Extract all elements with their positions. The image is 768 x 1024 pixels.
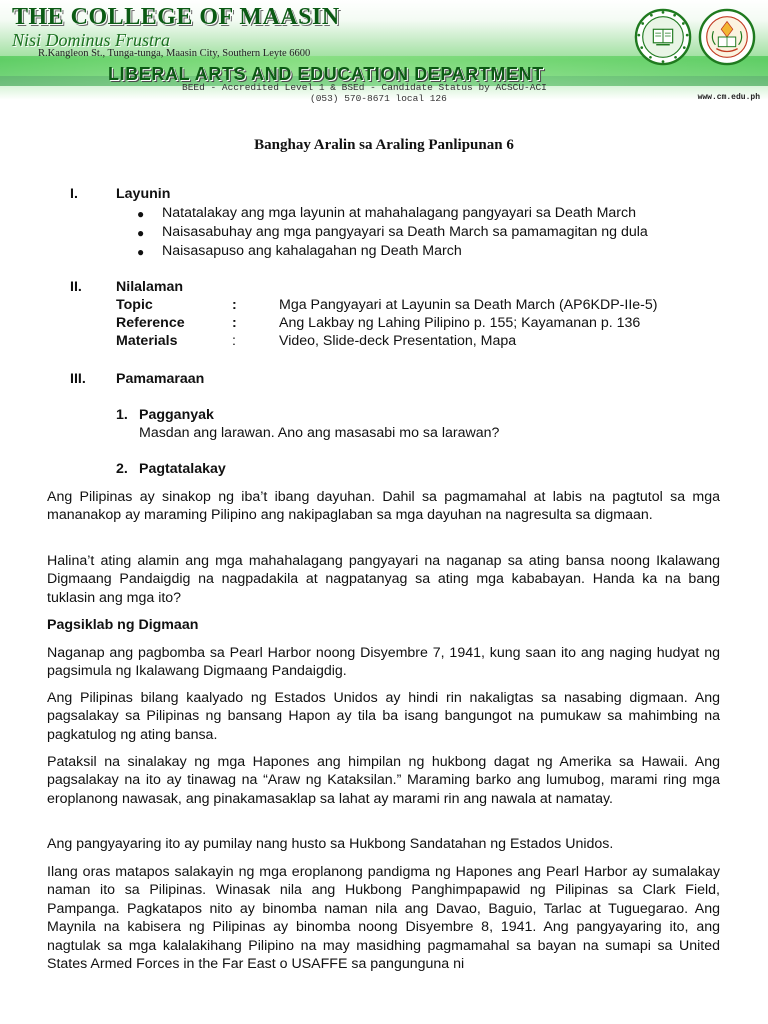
department-seal-logo [698, 8, 756, 66]
section-heading: Pamamaraan [116, 371, 205, 387]
college-address: R.Kangleon St., Tunga-tunga, Maasin City, Southern Leyte 6600 [38, 48, 311, 59]
college-motto: Nisi Dominus Frustra [12, 30, 171, 50]
section-number: III. [70, 371, 86, 387]
body-paragraph: Ilang oras matapos salakayin ng mga eroplanong pandigma ng Hapones ang Pearl Harbor ay sumalakay naman ito sa Pilipinas. Winasak nila ang Hukbong Panghimpapawid ng Pilipinas sa Clark Field, Pampanga. Pagkatapos nito ay binomba naman nila ang Davao, Baguio, Tarlac at Tuguegarao. Ang Maynila na kabisera ng Pilipinas ay binomba noong Disyembre 8, 1941. Ang pangyayaring ito, ang nagtulak sa mga kalalakihang Pilipino na may masidhing pagmamahal sa bayan na sumapi sa United States Armed Forces in the Far East o USAFFE sa pangunguna ni [47, 864, 720, 973]
college-name: THE COLLEGE OF MAASIN [12, 4, 340, 30]
step-text: Masdan ang larawan. Ano ang masasabi mo sa larawan? [139, 425, 500, 441]
section-heading: Nilalaman [116, 279, 184, 295]
step-number: 1. [116, 407, 128, 423]
objective-text: Naisasapuso ang kahalagahan ng Death March [162, 243, 462, 259]
accreditation-line: BEEd - Accredited Level 1 & BSEd - Candidate Status by ACSCU-ACI [182, 82, 547, 93]
step-heading: Pagganyak [139, 407, 214, 423]
reference-colon: : [232, 315, 237, 331]
section-heading: Layunin [116, 186, 171, 202]
college-seal-logo [634, 8, 692, 66]
website-line: www.cm.edu.ph [697, 93, 760, 102]
section-number: II. [70, 279, 82, 295]
bullet-icon: ● [137, 226, 145, 240]
materials-colon: : [232, 333, 236, 349]
objective-text: Naisasabuhay ang mga pangyayari sa Death March sa pamamagitan ng dula [162, 224, 648, 240]
letterhead [0, 0, 768, 118]
bullet-icon: ● [137, 207, 145, 221]
body-paragraph: Naganap ang pagbomba sa Pearl Harbor noong Disyembre 7, 1941, kung saan ito ang naging hudyat ng pagsimula ng Ikalawang Digmaang Pandaigdig. [47, 645, 720, 680]
topic-label: Topic [116, 297, 153, 313]
step-number: 2. [116, 461, 128, 477]
department-name: LIBERAL ARTS AND EDUCATION DEPARTMENT [108, 64, 544, 84]
topic-colon: : [232, 297, 237, 313]
body-paragraph: Ang pangyayaring ito ay pumilay nang husto sa Hukbong Sandatahan ng Estados Unidos. [47, 836, 614, 852]
step-heading: Pagtatalakay [139, 461, 226, 477]
bullet-icon: ● [137, 245, 145, 259]
body-paragraph: Halina’t ating alamin ang mga mahahalagang pangyayari na naganap sa ating bansa noong Ikalawang Digmaang Pandaigdig na nagpadakila at nagpatanyag sa ating mga kababayan. Handa ka na bang tuklasin ang mga ito? [47, 553, 720, 606]
reference-value: Ang Lakbay ng Lahing Pilipino p. 155; Kayamanan p. 136 [279, 315, 641, 331]
document-title: Banghay Aralin sa Araling Panlipunan 6 [254, 137, 514, 153]
subheading: Pagsiklab ng Digmaan [47, 617, 199, 633]
body-paragraph: Ang Pilipinas ay sinakop ng iba’t ibang dayuhan. Dahil sa pagmamahal at labis na pagtutol sa mga mananakop ay maraming Pilipino ang nakipaglaban sa mga dayuhan na nagresulta sa digmaan. [47, 489, 720, 524]
body-paragraph: Ang Pilipinas bilang kaalyado ng Estados Unidos ay hindi rin nakaligtas sa nasabing digmaan. Ang pagsalakay sa Pilipinas ng bansang Hapon ay tila ba isang bangungot na pumukaw sa mahimbing na pagkatulog ng ating bansa. [47, 690, 720, 743]
materials-value: Video, Slide-deck Presentation, Mapa [279, 333, 517, 349]
topic-value: Mga Pangyayari at Layunin sa Death March (AP6KDP-IIe-5) [279, 297, 658, 313]
objective-text: Natatalakay ang mga layunin at mahahalagang pangyayari sa Death March [162, 205, 636, 221]
phone-line: (053) 570-8671 local 126 [310, 93, 447, 104]
section-number: I. [70, 186, 78, 202]
reference-label: Reference [116, 315, 185, 331]
materials-label: Materials [116, 333, 178, 349]
body-paragraph: Pataksil na sinalakay ng mga Hapones ang himpilan ng hukbong dagat ng Amerika sa Hawaii. Ang pagsalakay na ito ay tinawag na “Araw ng Kataksilan.” Maraming barko ang lumubog, marami ring mga eroplanong nawasak, ang pinakamasaklap sa lahat ay marami rin ang nawala at namatay. [47, 754, 720, 807]
